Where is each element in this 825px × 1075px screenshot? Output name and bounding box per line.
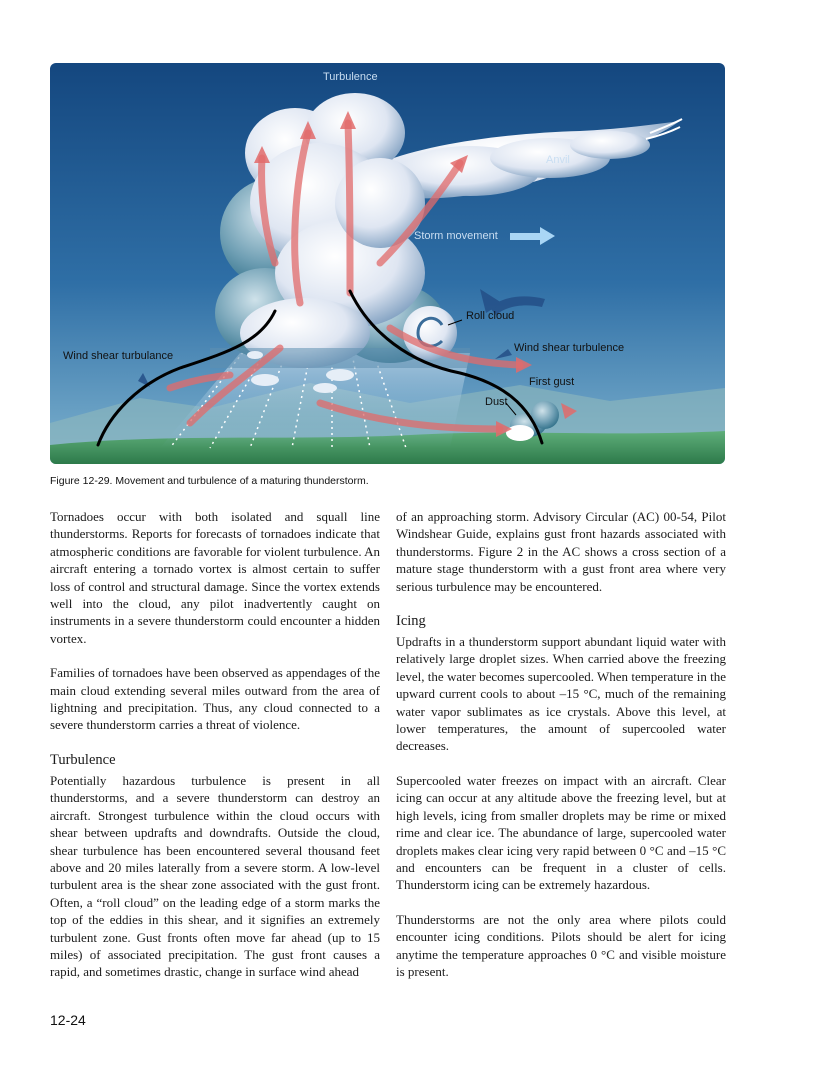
- heading-icing: Icing: [396, 613, 426, 630]
- label-roll-cloud: Roll cloud: [466, 310, 515, 322]
- right-column: [396, 508, 726, 980]
- figure-caption: Figure 12-29. Movement and turbulence of a maturing thunderstorm.: [50, 475, 369, 487]
- label-wind-shear-turbulance-left: Wind shear turbulance: [63, 350, 174, 362]
- paragraph-icing-conditions: Thunderstorms are not the only area where pilots could encounter icing conditions. Pilots should be alert for icing anytime the temperature approaches 0 °C and visible moisture is present.: [396, 911, 726, 979]
- page-number: 12-24: [50, 1012, 86, 1028]
- paragraph-supercooled-water: Supercooled water freezes on impact with an aircraft. Clear icing can occur at any altitude above the freezing level, but at high levels, icing from smaller droplets may be rime or mixed rime and clear ice. The abundance of large, supercooled water droplets makes clear icing very rapid between 0 °C and –15 °C and encounters can be frequent in a cluster of cells. Thunderstorm icing can be extremely hazardous.: [396, 772, 726, 893]
- label-wind-shear-turbulence-right: Wind shear turbulence: [514, 342, 625, 354]
- label-dust: Dust: [485, 396, 508, 408]
- label-first-gust: First gust: [529, 376, 575, 388]
- left-column: [50, 508, 380, 981]
- label-turbulence: Turbulence: [323, 71, 378, 83]
- paragraph-tornado-families: Families of tornadoes have been observed as appendages of the main cloud extending several miles outward from the area of lightning and precipitation. Thus, any cloud connected to a severe thunderstorm carries a threat of violence.: [50, 665, 380, 733]
- paragraph-gust-front-guide: of an approaching storm. Advisory Circular (AC) 00-54, Pilot Windshear Guide, explains gust front hazards associated with thunderstorms. Figure 2 in the AC shows a cross section of a mature stage thunderstorm with a gust front area where very serious turbulence may be encountered.: [396, 509, 726, 594]
- heading-turbulence: Turbulence: [50, 751, 116, 768]
- label-anvil: Anvil: [546, 154, 570, 166]
- thunderstorm-figure: [50, 63, 725, 464]
- paragraph-updrafts: Updrafts in a thunderstorm support abundant liquid water with relatively large droplet sizes. When carried above the freezing level, the water becomes supercooled. When temperature in the upward current cools to about –15 °C, much of the remaining water vapor sublimates as ice crystals. Above this level, at lower temperatures, the amount of supercooled water decreases.: [396, 634, 726, 754]
- paragraph-turbulence: Potentially hazardous turbulence is present in all thunderstorms, and a severe thunderstorm can destroy an aircraft. Strongest turbulence within the cloud occurs with shear between updrafts and downdrafts. Outside the cloud, shear turbulence has been encountered several thousand feet above and 20 miles laterally from a severe storm. A low-level turbulent area is the shear zone associated with the gust front. Often, a “roll cloud” on the leading edge of a storm marks the top of the eddies in this shear, and it signifies an extremely turbulent zone. Gust fronts often move far ahead (up to 15 miles) of associated precipitation. The gust front causes a rapid, and sometimes drastic, change in surface wind ahead: [50, 772, 380, 980]
- label-storm-movement: Storm movement: [414, 230, 498, 242]
- paragraph-tornadoes: Tornadoes occur with both isolated and squall line thunderstorms. Reports for forecasts of tornadoes indicate that atmospheric conditions are favorable for violent turbulence. An aircraft entering a tornado vortex is almost certain to suffer loss of control and structural damage. Since the vortex extends well into the cloud, any pilot inadvertently caught on instruments in a severe thunderstorm could encounter a hidden vortex.: [50, 509, 380, 646]
- thunderstorm-illustration: [50, 63, 725, 464]
